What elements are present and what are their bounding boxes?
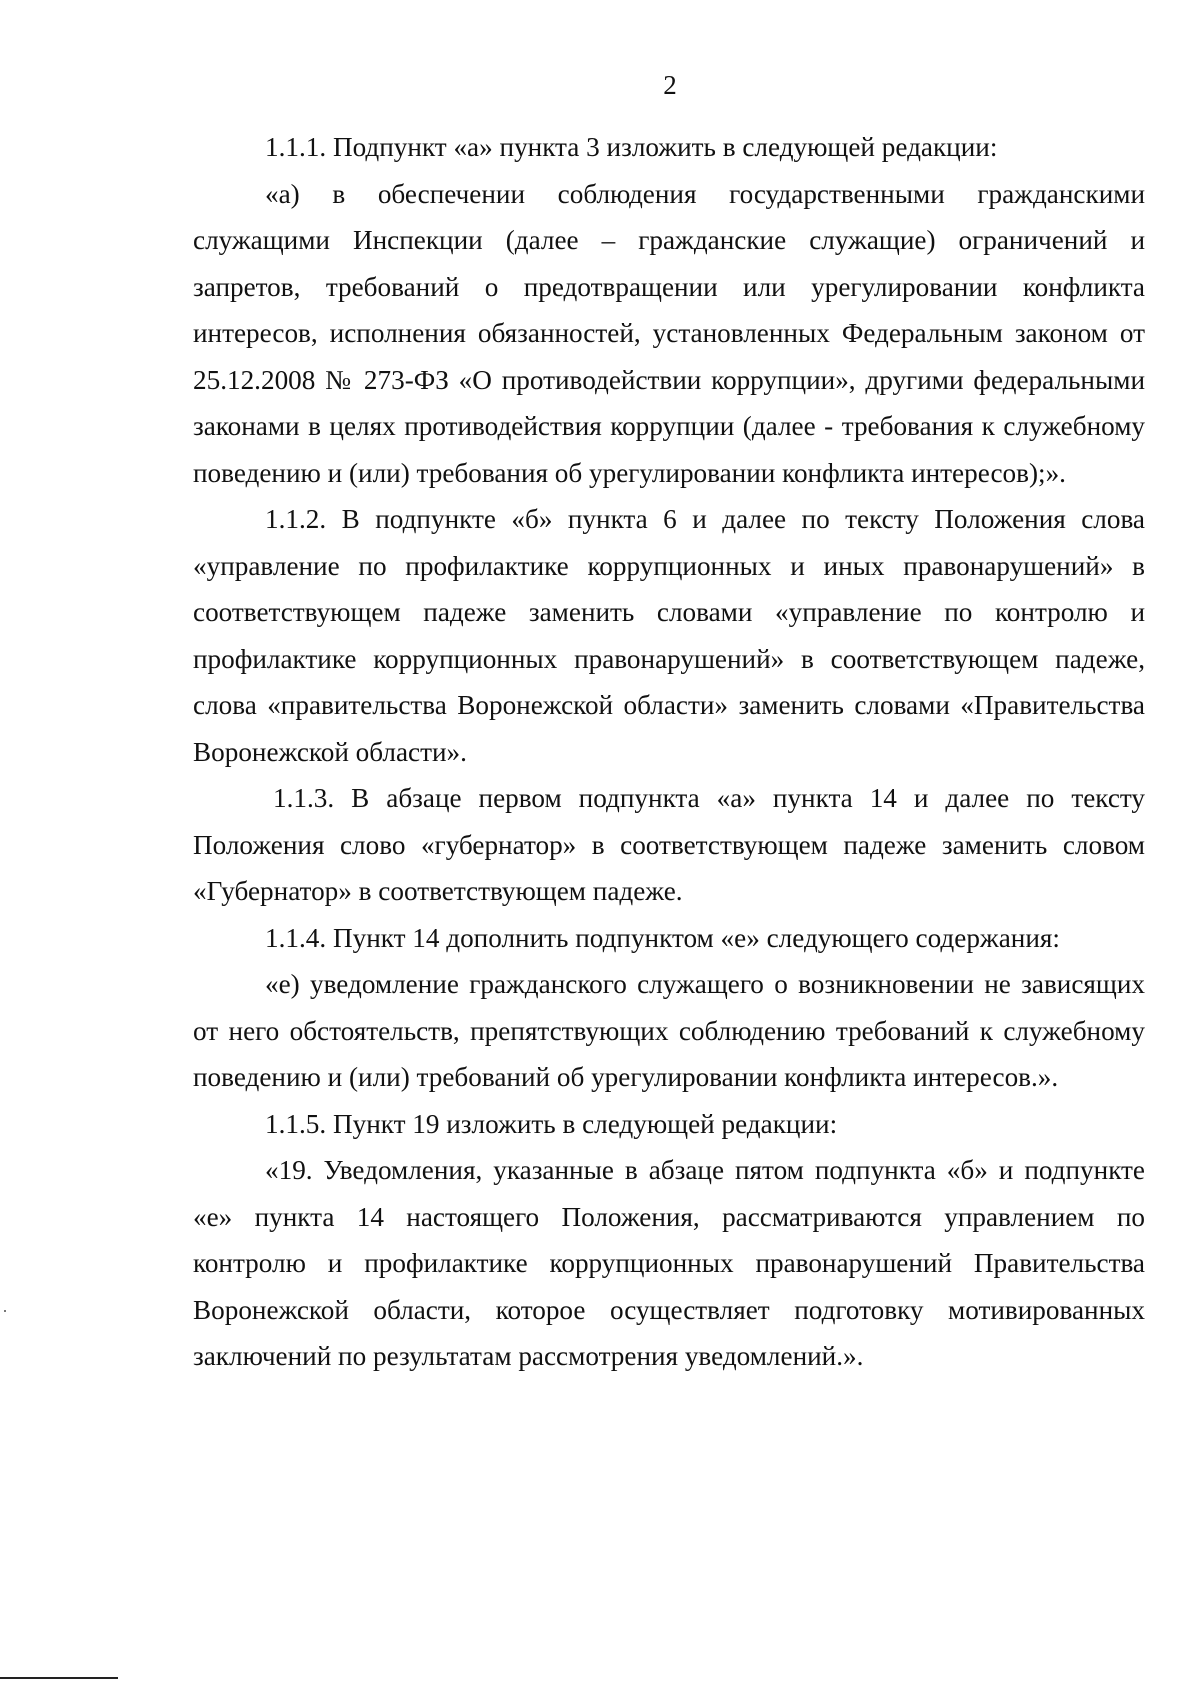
paragraph-subpoint-a: «а) в обеспечении соблюдения государственными гражданскими служащими Инспекции (далее – гражданские служащие) ограничений и запретов, требований о предотвращении или урегулировании конфликта интересов, исполнения обязанностей, установленных Федеральным законом от 25.12.2008 № 273-ФЗ «О противодействии коррупции», другими федеральными законами в целях противодействия коррупции (далее - требования к служебному поведению и (или) требования об урегулировании конфликта интересов);». bbox=[193, 178, 1145, 488]
paragraph-1-1-3: 1.1.3. В абзаце первом подпункта «а» пункта 14 и далее по тексту Положения слово «губернатор» в соответствующем падеже заменить словом «Губернатор» в соответствующем падеже. bbox=[193, 783, 1145, 906]
paragraph-1-1-5: 1.1.5. Пункт 19 изложить в следующей редакции: bbox=[265, 1108, 838, 1139]
paragraph-subpoint-e: «е) уведомление гражданского служащего о возникновении не зависящих от него обстоятельств, препятствующих соблюдению требований к служебному поведению и (или) требований об урегулировании конфликта интересов.». bbox=[193, 969, 1145, 1092]
paragraph-1-1-4: 1.1.4. Пункт 14 дополнить подпунктом «е» следующего содержания: bbox=[265, 922, 1060, 953]
paragraph-1-1-2: 1.1.2. В подпункте «б» пункта 6 и далее по тексту Положения слова «управление по профилактике коррупционных и иных правонарушений» в соответствующем падеже заменить словами «управление по контролю и профилактике коррупционных правонарушений» в соответствующем падеже, слова «правительства Воронежской области» заменить словами «Правительства Воронежской области». bbox=[193, 504, 1145, 767]
paragraph-point-19: «19. Уведомления, указанные в абзаце пятом подпункта «б» и подпункте «е» пункта 14 настоящего Положения, рассматриваются управлением по контролю и профилактике коррупционных правонарушений Правительства Воронежской области, которое осуществляет подготовку мотивированных заключений по результатам рассмотрения уведомлений.». bbox=[193, 1155, 1145, 1371]
paragraph-1-1-1: 1.1.1. Подпункт «а» пункта 3 изложить в следующей редакции: bbox=[265, 132, 998, 162]
scan-artifact-dot bbox=[4, 1310, 6, 1312]
document-body bbox=[193, 124, 1145, 1380]
page-number: 2 bbox=[663, 70, 677, 100]
scan-artifact-line bbox=[0, 1677, 118, 1679]
